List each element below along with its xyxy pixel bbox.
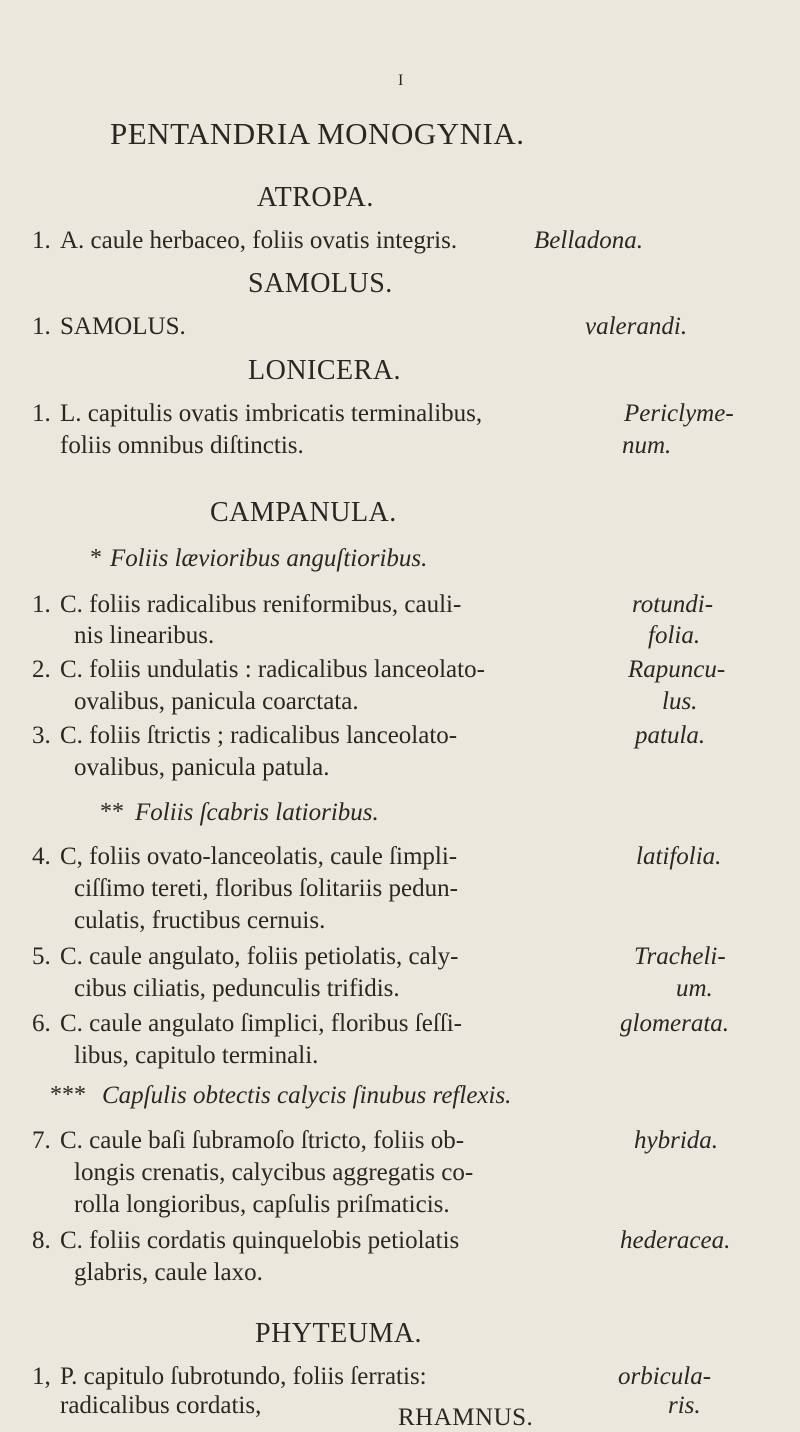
genus-heading-samolus: SAMOLUS.: [248, 268, 393, 299]
entry-number: 7.: [32, 1127, 51, 1154]
subsection-asterisk: ***: [50, 1082, 86, 1108]
entry-text-line: C. caule angulato, foliis petiolatis, caly-: [60, 943, 459, 970]
entry-number: 1.: [32, 313, 51, 340]
entry-text-line: A. caule herbaceo, foliis ovatis integris.: [60, 227, 458, 254]
entry-text-line: longis crenatis, calycibus aggregatis co-: [74, 1159, 474, 1186]
entry-text-line: ovalibus, panicula patula.: [74, 754, 330, 781]
page-mark: I: [398, 72, 404, 89]
entry-number: 1.: [32, 591, 51, 618]
species-name: ris.: [668, 1392, 701, 1419]
species-name: lus.: [662, 688, 698, 715]
entry-text-line: C. foliis undulatis : radicalibus lanceolato-: [60, 656, 485, 683]
genus-heading-phyteuma: PHYTEUMA.: [255, 1318, 423, 1349]
genus-heading-campanula: CAMPANULA.: [210, 497, 397, 528]
entry-text-line: C. foliis cordatis quinquelobis petiolatis: [60, 1227, 460, 1254]
entry-text-line: ovalibus, panicula coarctata.: [74, 688, 359, 715]
entry-number: 6.: [32, 1010, 51, 1037]
entry-number: 1,: [32, 1363, 51, 1390]
entry-text-line: culatis, fructibus cernuis.: [74, 907, 326, 934]
species-name: rotundi-: [632, 591, 714, 618]
catchword: RHAMNUS.: [398, 1404, 534, 1431]
entry-number: 8.: [32, 1227, 51, 1254]
subsection-asterisk: **: [100, 799, 124, 825]
entry-number: 1.: [32, 400, 51, 427]
entry-text-line: libus, capitulo terminali.: [74, 1042, 319, 1069]
species-name: glomerata.: [620, 1010, 730, 1037]
subsection-asterisk: *: [90, 545, 102, 571]
entry-text-line: SAMOLUS.: [60, 313, 186, 340]
entry-number: 5.: [32, 943, 51, 970]
entry-text-line: C. foliis ſtrictis ; radicalibus lanceolato-: [60, 722, 458, 749]
species-name: patula.: [635, 722, 706, 749]
subsection-title: Foliis lævioribus anguſtioribus.: [110, 545, 428, 572]
entry-text-line: nis linearibus.: [74, 622, 215, 649]
entry-text-line: C. foliis radicalibus reniformibus, cauli-: [60, 591, 462, 618]
subsection-title: Capſulis obtectis calycis ſinubus reflexis.: [102, 1082, 512, 1109]
entry-text-line: L. capitulis ovatis imbricatis terminalibus,: [60, 400, 483, 427]
species-name: latifolia.: [636, 843, 722, 870]
genus-heading-lonicera: LONICERA.: [248, 355, 402, 386]
entry-text-line: radicalibus cordatis,: [60, 1392, 262, 1419]
entry-number: 4.: [32, 843, 51, 870]
species-name: hederacea.: [620, 1227, 731, 1254]
species-name: Tracheli-: [634, 943, 726, 970]
entry-text-line: P. capitulo ſubrotundo, foliis ſerratis:: [60, 1363, 427, 1390]
entry-number: 3.: [32, 722, 51, 749]
species-name: Rapuncu-: [628, 656, 726, 683]
entry-number: 2.: [32, 656, 51, 683]
species-name: Belladona.: [534, 227, 644, 254]
entry-text-line: C, foliis ovato-lanceolatis, caule ſimpli-: [60, 843, 458, 870]
genus-heading-atropa: ATROPA.: [257, 182, 374, 213]
species-name: orbicula-: [618, 1363, 712, 1390]
page-header: PENTANDRIA MONOGYNIA.: [110, 116, 525, 151]
species-name: num.: [622, 432, 672, 459]
entry-text-line: foliis omnibus diſtinctis.: [60, 432, 304, 459]
entry-text-line: C. caule angulato ſimplici, floribus ſeſſi-: [60, 1010, 462, 1037]
species-name: folia.: [648, 622, 701, 649]
entry-text-line: glabris, caule laxo.: [74, 1259, 263, 1286]
entry-text-line: C. caule baſi ſubramoſo ſtricto, foliis ob-: [60, 1127, 465, 1154]
species-name: um.: [676, 975, 713, 1002]
entry-text-line: rolla longioribus, capſulis priſmaticis.: [74, 1191, 450, 1218]
species-name: hybrida.: [634, 1127, 719, 1154]
entry-text-line: ciſſimo tereti, floribus ſolitariis pedun-: [74, 875, 458, 902]
species-name: valerandi.: [585, 313, 688, 340]
entry-number: 1.: [32, 227, 51, 254]
entry-text-line: cibus ciliatis, pedunculis trifidis.: [74, 975, 400, 1002]
subsection-title: Foliis ſcabris latioribus.: [135, 799, 379, 826]
species-name: Periclyme-: [624, 400, 734, 427]
